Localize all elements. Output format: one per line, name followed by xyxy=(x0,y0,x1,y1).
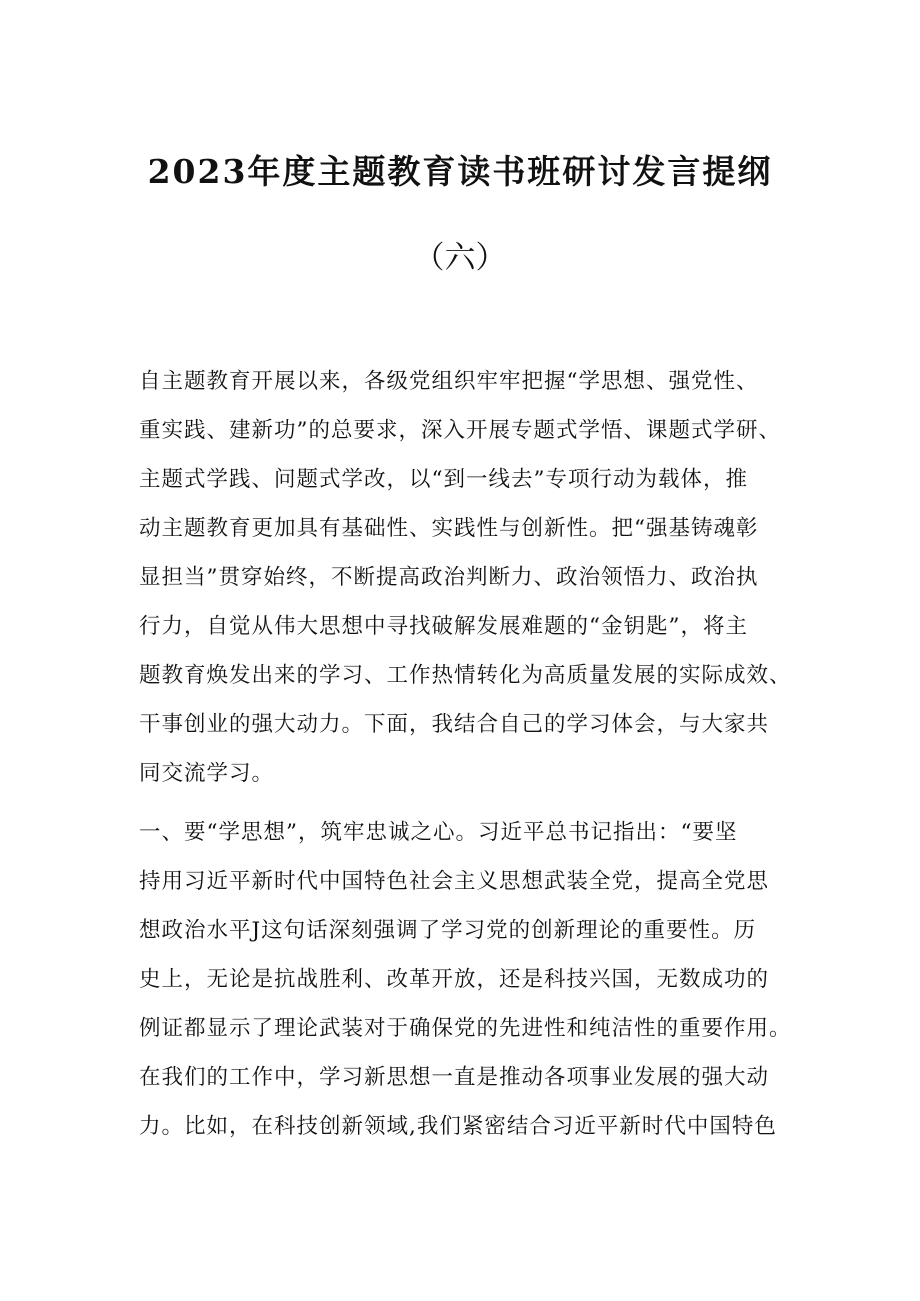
paragraph-line: 题教育焕发出来的学习、工作热情转化为高质量发展的实际成效、 xyxy=(139,663,792,688)
paragraph-line: 行力，自觉从伟大思想中寻找破解发展难题的“金钥匙”，将主 xyxy=(139,614,748,639)
paragraph-line: 重实践、建新功”的总要求，深入开展专题式学悟、课题式学研、 xyxy=(139,418,781,443)
paragraph-intro xyxy=(139,357,799,798)
paragraph-line: 史上，无论是抗战胜利、改革开放，还是科技兴国，无数成功的 xyxy=(139,967,770,992)
paragraph-line: 自主题教育开展以来，各级党组织牢牢把握“学思想、强党性、 xyxy=(139,369,759,394)
paragraph-line: 例证都显示了理论武装对于确保党的先进性和纯洁性的重要作用。 xyxy=(139,1016,792,1041)
paragraph-line: 想政治水平J这句话深刻强调了学习党的创新理论的重要性。历 xyxy=(139,918,757,943)
paragraph-line: 同交流学习。 xyxy=(139,761,275,786)
paragraph-section-one xyxy=(139,808,799,1151)
paragraph-line: 主题式学践、问题式学改，以“到一线去”专项行动为载体，推 xyxy=(139,467,748,492)
paragraph-line: 一、要“学思想”，筑牢忠诚之心。习近平总书记指出：“要坚 xyxy=(139,820,738,845)
paragraph-line: 在我们的工作中，学习新思想一直是推动各项事业发展的强大动 xyxy=(139,1065,770,1090)
paragraph-line: 力。比如，在科技创新领域,我们紧密结合习近平新时代中国特色 xyxy=(139,1114,777,1139)
paragraph-line: 干事创业的强大动力。下面，我结合自己的学习体会，与大家共 xyxy=(139,712,770,737)
paragraph-line: 持用习近平新时代中国特色社会主义思想武装全党，提高全党思 xyxy=(139,869,770,894)
document-subtitle: （六） xyxy=(413,240,507,276)
paragraph-line: 显担当”贯穿始终，不断提高政治判断力、政治领悟力、政治执 xyxy=(139,565,759,590)
paragraph-line: 动主题教育更加具有基础性、实践性与创新性。把“强基铸魂彰 xyxy=(139,516,759,541)
document-title: 2023年度主题教育读书班研讨发言提纲 xyxy=(147,152,773,191)
